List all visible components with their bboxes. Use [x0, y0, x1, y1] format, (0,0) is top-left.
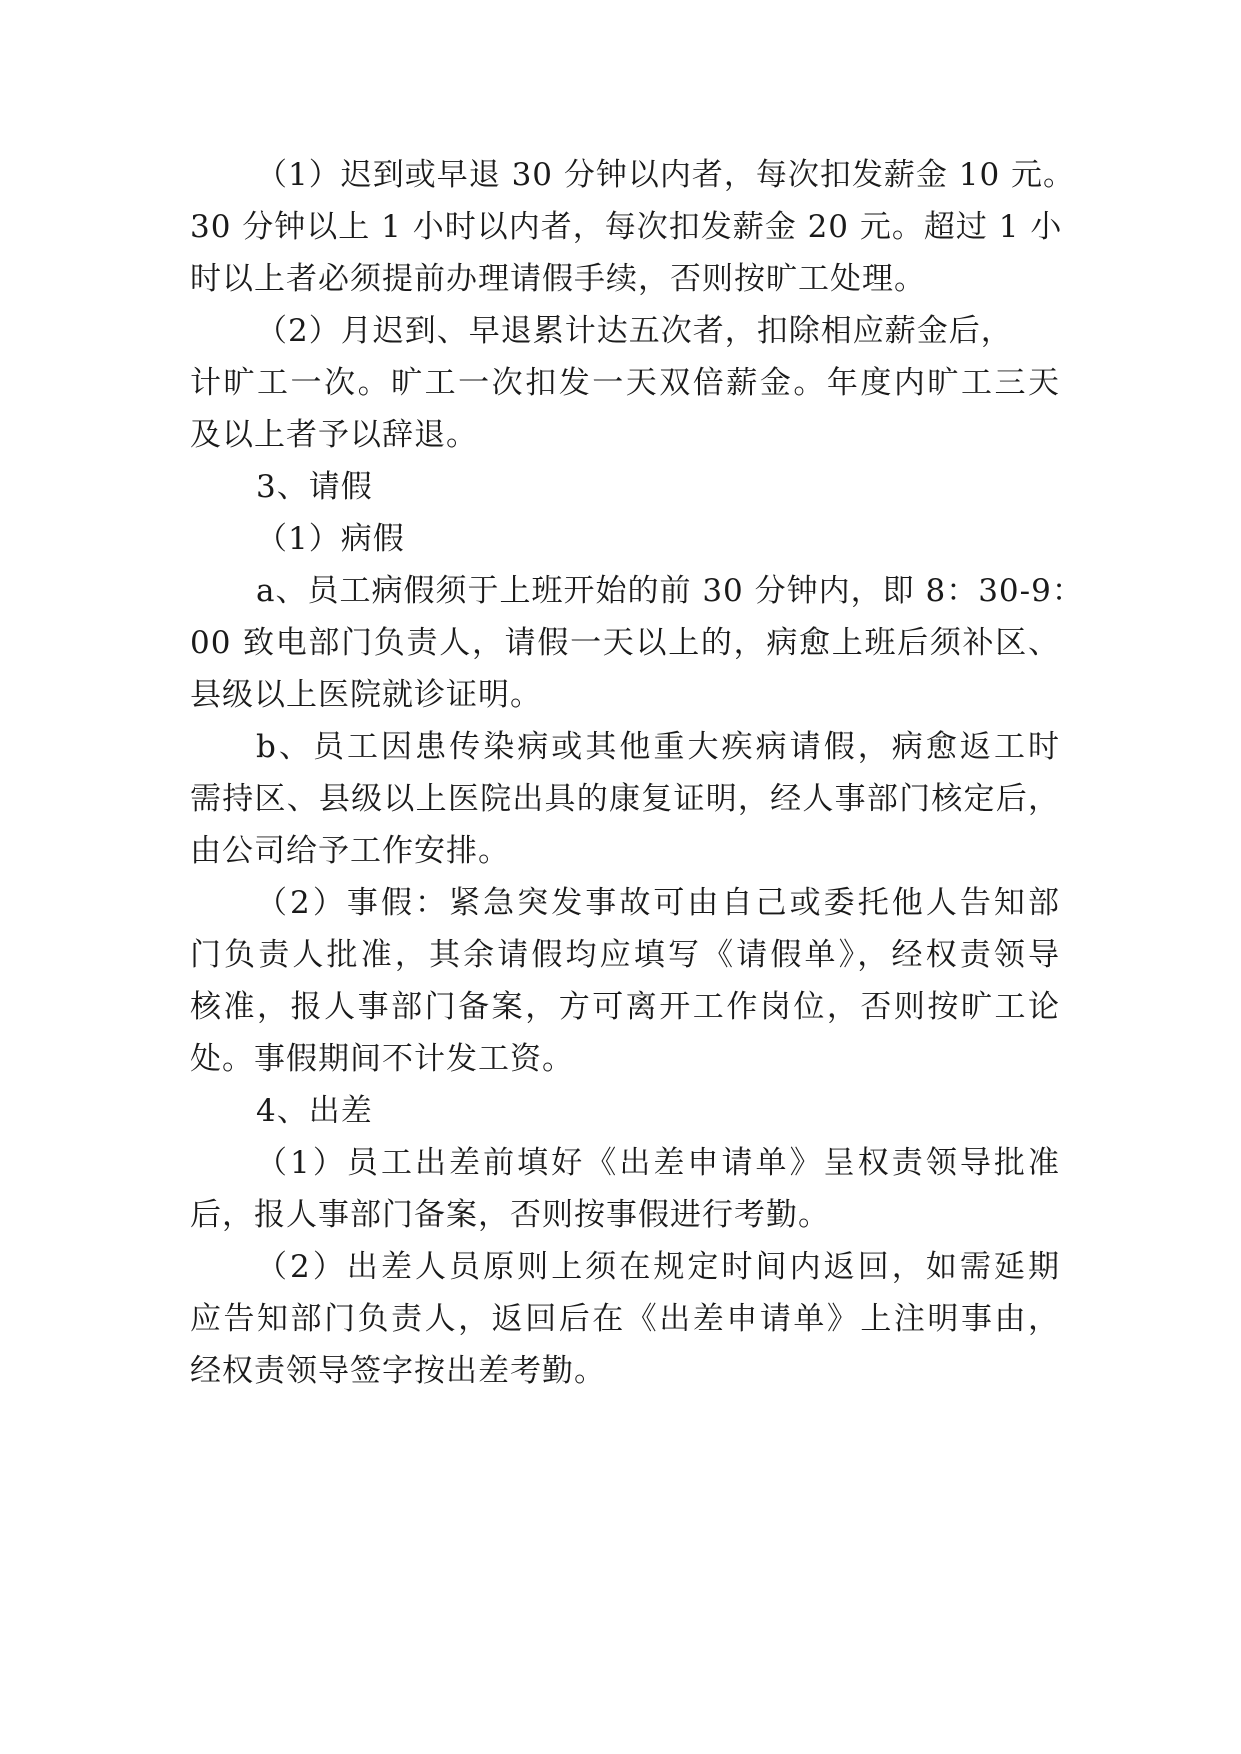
text-line: （1）员工出差前填好《出差申请单》呈权责领导批准 [256, 1145, 1060, 1181]
text-line: b、员工因患传染病或其他重大疾病请假，病愈返工时 [256, 729, 1060, 765]
text-line: 应告知部门负责人，返回后在《出差申请单》上注明事由， [190, 1301, 1060, 1337]
text-line: 时以上者必须提前办理请假手续，否则按旷工处理。 [190, 261, 926, 297]
text-line: 及以上者予以辞退。 [190, 417, 478, 453]
text-line: 处。事假期间不计发工资。 [190, 1041, 574, 1077]
text-line: （1）迟到或早退 30 分钟以内者，每次扣发薪金 10 元。 [256, 157, 1076, 193]
text-line: （2）出差人员原则上须在规定时间内返回，如需延期 [256, 1249, 1060, 1285]
section-heading: 4、出差 [256, 1093, 373, 1129]
section-heading: 3、请假 [256, 469, 373, 505]
text-line: 经权责领导签字按出差考勤。 [190, 1353, 606, 1389]
text-line: 核准，报人事部门备案，方可离开工作岗位，否则按旷工论 [190, 989, 1060, 1025]
text-line: 需持区、县级以上医院出具的康复证明，经人事部门核定后， [190, 781, 1060, 817]
text-line: 门负责人批准，其余请假均应填写《请假单》，经权责领导 [190, 937, 1060, 973]
text-line: a、员工病假须于上班开始的前 30 分钟内，即 8：30-9： [256, 573, 1084, 609]
text-line: 县级以上医院就诊证明。 [190, 677, 542, 713]
text-line: 00 致电部门负责人，请假一天以上的，病愈上班后须补区、 [190, 625, 1060, 661]
text-line: 30 分钟以上 1 小时以内者，每次扣发薪金 20 元。超过 1 小 [190, 209, 1063, 245]
text-line: （2）月迟到、早退累计达五次者，扣除相应薪金后， [256, 313, 1013, 349]
text-line: 后，报人事部门备案，否则按事假进行考勤。 [190, 1197, 830, 1233]
subsection-heading: （1）病假 [256, 521, 405, 557]
text-line: 由公司给予工作安排。 [190, 833, 510, 869]
text-line: （2）事假：紧急突发事故可由自己或委托他人告知部 [256, 885, 1060, 921]
text-line: 计旷工一次。旷工一次扣发一天双倍薪金。年度内旷工三天 [190, 365, 1060, 401]
